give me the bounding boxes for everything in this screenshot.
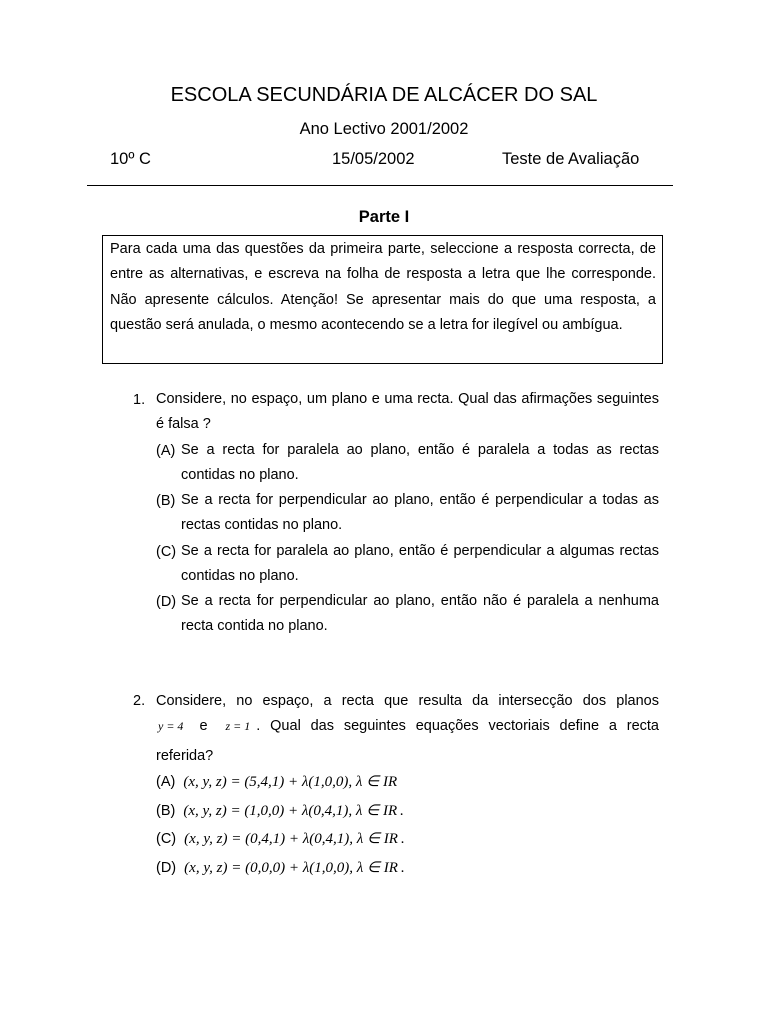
option-equation: (x, y, z) = (1,0,0) + λ(0,4,1), λ ∈ IR <box>183 803 398 819</box>
option-text-d: Se a recta for perpendicular ao plano, então não é paralela a nenhuma recta contida no plano. <box>181 593 659 635</box>
option-d <box>156 858 405 877</box>
plane-y-equation: y = 4 <box>158 719 184 733</box>
test-date: 15/05/2002 <box>332 150 415 168</box>
instructions-box <box>102 235 663 364</box>
option-equation: (x, y, z) = (0,4,1) + λ(0,4,1), λ ∈ IR <box>184 831 398 847</box>
option-letter: (C) <box>156 831 177 847</box>
conjunction: e <box>199 718 208 734</box>
school-year: Ano Lectivo 2001/2002 <box>299 120 469 138</box>
option-letter: (B) <box>156 803 176 819</box>
class-label: 10º C <box>110 150 151 168</box>
option-equation: (x, y, z) = (0,0,0) + λ(1,0,0), λ ∈ IR <box>184 860 398 876</box>
question-text-line: Considere, no espaço, a recta que resulta da intersecção dos planos <box>156 693 659 709</box>
school-name: ESCOLA SECUNDÁRIA DE ALCÁCER DO SAL <box>170 84 598 106</box>
plane-z-equation: z = 1 <box>225 719 251 733</box>
question-text: Considere, no espaço, um plano e uma recta. Qual das afirmações seguintes é falsa ? <box>156 391 659 433</box>
option-letter-c: (C) <box>156 544 177 560</box>
test-type: Teste de Avaliação <box>502 150 640 168</box>
part-title: Parte I <box>358 208 410 226</box>
header-divider <box>87 185 673 186</box>
option-letter-b: (B) <box>156 493 176 509</box>
option-letter: (D) <box>156 860 177 876</box>
option-end-punctuation: . <box>400 831 405 847</box>
question-number: 1. <box>133 392 146 408</box>
option-equation: (x, y, z) = (5,4,1) + λ(1,0,0), λ ∈ IR <box>183 774 398 790</box>
option-a <box>156 772 397 791</box>
option-text-c: Se a recta for paralela ao plano, então é perpendicular a algumas rectas contidas no plano. <box>181 543 659 585</box>
question-text-after: . Qual das seguintes equações vectoriais define a recta <box>256 718 659 734</box>
option-text-a: Se a recta for paralela ao plano, então é paralela a todas as rectas contidas no plano. <box>181 442 659 484</box>
option-c <box>156 829 405 848</box>
instructions-text: Para cada uma das questões da primeira parte, seleccione a resposta correcta, de entre as alternativas, e escreva na folha de resposta a letra que lhe corresponde. Não apresente cálculos. Atenção! Se apresentar mais do que uma resposta, a questão será anulada, o mesmo acontecendo se a letra for ilegível ou ambígua. <box>110 241 656 333</box>
option-letter: (A) <box>156 774 176 790</box>
option-letter-d: (D) <box>156 594 177 610</box>
option-text-b: Se a recta for perpendicular ao plano, então é perpendicular a todas as rectas contidas no plano. <box>181 492 659 534</box>
option-b <box>156 801 404 820</box>
question-number: 2. <box>133 693 146 709</box>
question-text-line <box>156 718 659 734</box>
question-text-line: referida? <box>156 748 214 764</box>
option-letter-a: (A) <box>156 443 176 459</box>
option-end-punctuation: . <box>400 860 405 876</box>
option-end-punctuation: . <box>400 803 404 819</box>
